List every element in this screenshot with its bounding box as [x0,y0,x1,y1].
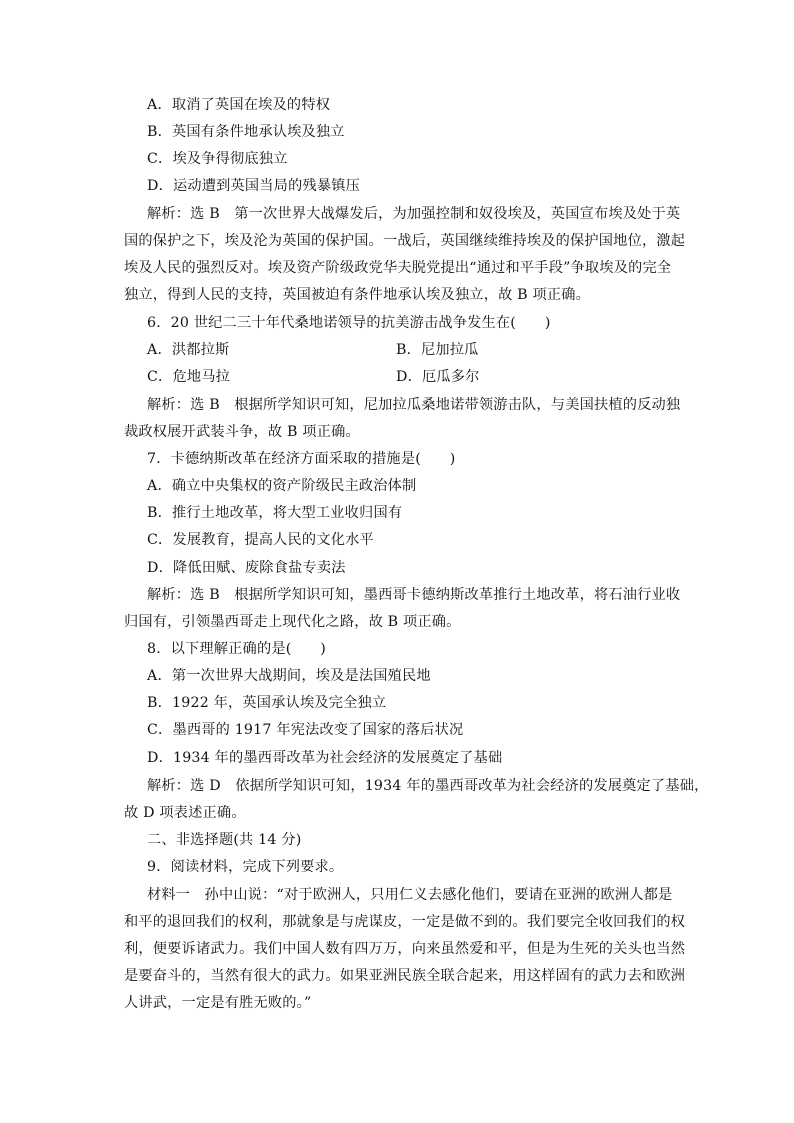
q6-option-d: D．厄瓜多尔 [396,369,480,385]
q8-option-c: C．墨西哥的 1917 年宪法改变了国家的落后状况 [147,722,464,738]
q7-explanation-line: 解析：选 B 根据所学知识可知，墨西哥卡德纳斯改革推行土地改革，将石油行业收 [147,587,681,603]
q5-option-c: C．埃及争得彻底独立 [147,151,288,167]
q5-explanation-line: 解析：选 B 第一次世界大战爆发后，为加强控制和奴役埃及，英国宣布埃及处于英 [147,206,681,222]
q9-material-line: 是要奋斗的，当然有很大的武力。如果亚洲民族全联合起来，用这样固有的武力去和欧洲 [124,968,686,984]
q8-explanation-line: 解析：选 D 依据所学知识可知，1934 年的墨西哥改革为社会经济的发展奠定了基础， [147,778,709,794]
q7-explanation-line: 归国有，引领墨西哥走上现代化之路，故 B 项正确。 [124,614,461,630]
q9-material-line: 利，便要诉诸武力。我们中国人数有四万万，向来虽然爱和平，但是为生死的关头也当然 [124,941,686,957]
q7-option-b: B．推行土地改革，将大型工业收归国有 [147,505,403,521]
q7-option-d: D．降低田赋、废除食盐专卖法 [147,560,346,576]
q5-explanation-line: 国的保护之下，埃及沦为英国的保护国。一战后，英国继续维持埃及的保护国地位，激起 [124,233,686,249]
q8-explanation-line: 故 D 项表述正确。 [124,805,246,821]
q5-option-a: A．取消了英国在埃及的特权 [147,97,331,113]
q5-option-b: B．英国有条件地承认埃及独立 [147,124,345,140]
q6-stem: 6．20 世纪二三十年代桑地诺领导的抗美游击战争发生在( ) [147,315,551,331]
q7-option-a: A．确立中央集权的资产阶级民主政治体制 [147,478,417,494]
q9-material-line: 人讲武，一定是有胜无败的。” [124,995,312,1011]
q9-stem: 9．阅读材料，完成下列要求。 [147,859,344,875]
q7-option-c: C．发展教育，提高人民的文化水平 [147,532,374,548]
q6-option-b: B．尼加拉瓜 [396,342,479,358]
q6-explanation-line: 裁政权展开武装斗争，故 B 项正确。 [124,424,360,440]
q8-option-a: A．第一次世界大战期间，埃及是法国殖民地 [147,668,431,684]
q7-stem: 7．卡德纳斯改革在经济方面采取的措施是( ) [147,451,456,467]
q5-explanation-line: 独立，得到人民的支持，英国被迫有条件地承认埃及独立，故 B 项正确。 [124,287,591,303]
section-heading: 二、非选择题(共 14 分) [147,832,302,848]
q8-stem: 8．以下理解正确的是( ) [147,641,326,657]
q6-explanation-line: 解析：选 B 根据所学知识可知，尼加拉瓜桑地诺带领游击队，与美国扶植的反动独 [147,397,681,413]
q8-option-d: D．1934 年的墨西哥改革为社会经济的发展奠定了基础 [147,750,503,766]
q8-option-b: B．1922 年，英国承认埃及完全独立 [147,695,387,711]
q5-explanation-line: 埃及人民的强烈反对。埃及资产阶级政党华夫脱党提出“通过和平手段”争取埃及的完全 [124,260,672,276]
q5-option-d: D．运动遭到英国当局的残暴镇压 [147,178,361,194]
q9-material-line: 和平的退回我们的权利，那就象是与虎谋皮，一定是做不到的。我们要完全收回我们的权 [124,914,686,930]
q6-option-a: A．洪都拉斯 [147,342,230,358]
q6-option-c: C．危地马拉 [147,369,230,385]
q9-material-line: 材料一 孙中山说：“对于欧洲人，只用仁义去感化他们，要请在亚洲的欧洲人都是 [147,887,673,903]
